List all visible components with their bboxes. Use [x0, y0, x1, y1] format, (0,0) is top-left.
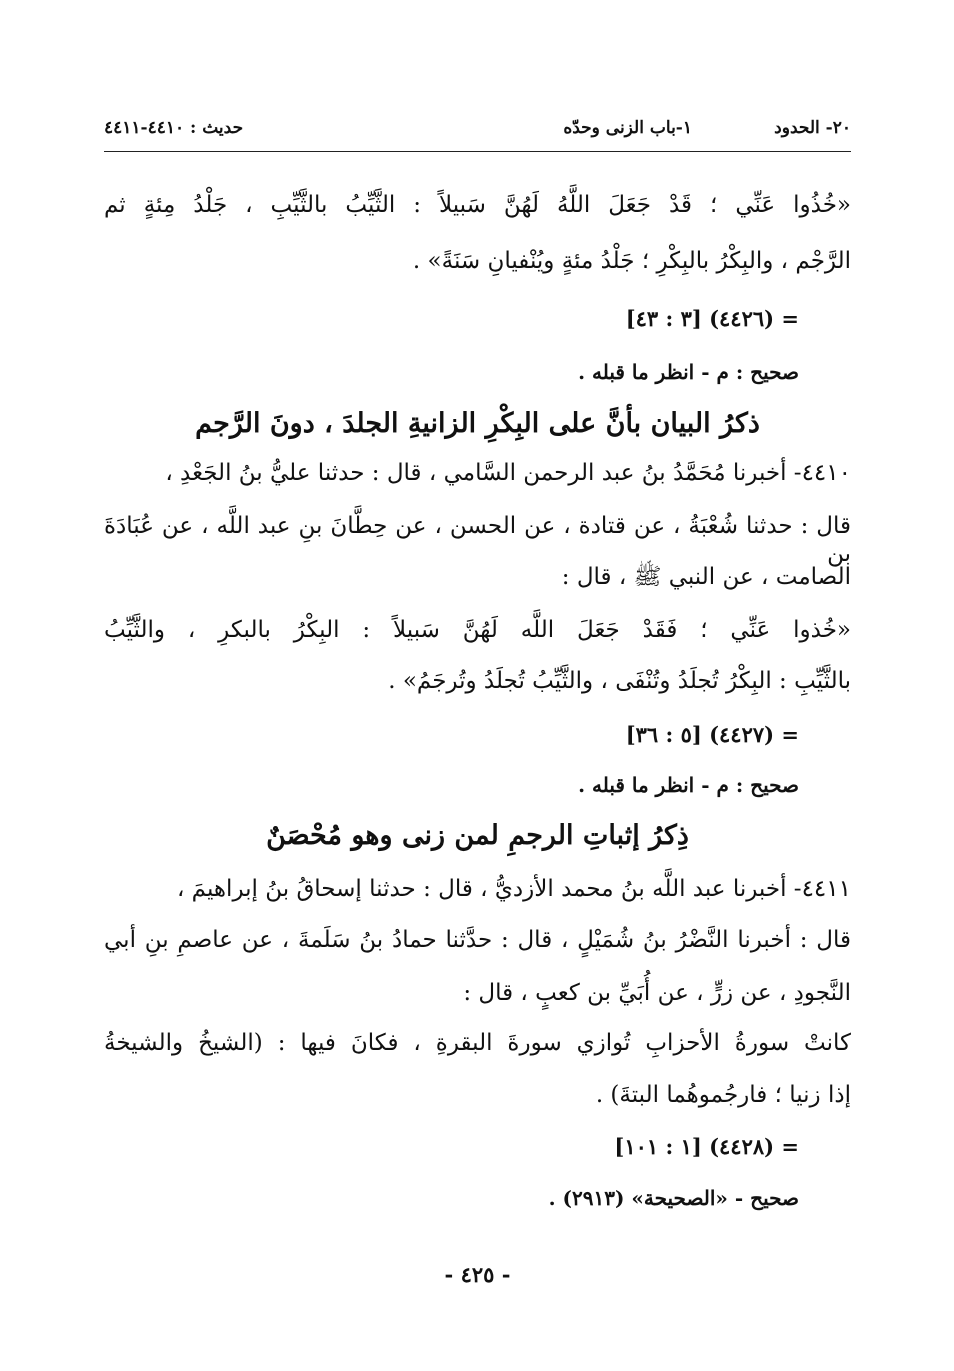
isnad-line: الصامت ، عن النبي ﷺ ، قال :: [561, 564, 851, 590]
grading-note: صحيح : م - انظر ما قبله .: [578, 360, 799, 384]
isnad-line: ٤٤١١- أخبرنا عبد اللَّه بنُ محمد الأزديُّ ، قال : حدثنا إسحاقُ بنُ إبراهيمَ ،: [176, 876, 851, 902]
header-book-title: ٢٠- الحدود: [774, 118, 851, 138]
quote-line: «خُذوا عَنِّي ؛ فَقَدْ جَعَلَ اللَّه لَهُنَّ سَبيلاً : البِكْرُ بالبكرِ ، والثَّيِّبُ: [104, 617, 851, 643]
isnad-line: قال : أخبرنا النَّضْرُ بنُ شُمَيْلٍ ، قال : حدَّثنا حمادُ بنُ سَلَمةَ ، عن عاصمِ بنِ أبي: [104, 927, 851, 953]
header-chapter-title: ١-باب الزنى وحدّه: [563, 118, 692, 138]
header-divider: [104, 151, 851, 152]
cross-reference: = (٤٤٢٨) [١ : ١٠١]: [614, 1134, 799, 1159]
page-number: - ٤٢٥ -: [444, 1262, 511, 1287]
cross-reference: = (٤٤٢٧) [٥ : ٣٦]: [625, 722, 799, 747]
cross-reference: = (٤٤٢٦) [٣ : ٤٣]: [625, 306, 799, 331]
quote-line: بالثَّيِّبِ : البِكْرُ تُجلَدُ وتُنْفَى ، والثَّيِّبُ تُجلَدُ وتُرجَمُ» .: [388, 668, 851, 694]
quote-line: الرَّجْم ، والبِكْرُ بالبِكْرِ ؛ جَلْدُ مئةٍ ويُنْفيانِ سَنَةً» .: [412, 248, 851, 274]
isnad-line: النَّجودِ ، عن زرٍّ ، عن أُبَيِّ بن كعبٍ ، قال :: [463, 980, 851, 1006]
isnad-line: قال : حدثنا شُعْبَةُ ، عن قتادة ، عن الحسن ، عن حِطَّانَ بنِ عبد اللَّه ، عن عُبَادَةَ بن: [104, 513, 851, 567]
header-hadith-range: حديث : ٤٤١٠-٤٤١١: [104, 118, 244, 138]
grading-note: صحيح : م - انظر ما قبله .: [578, 773, 799, 797]
quote-line: إذا زنيا ؛ فارجُموهُما البتةَ) .: [595, 1082, 851, 1108]
isnad-line: ٤٤١٠- أخبرنا مُحَمَّدُ بنُ عبد الرحمن السَّامي ، قال : حدثنا عليُّ بنُ الجَعْدِ ،: [165, 460, 851, 486]
section-heading: ذِكرُ إثباتِ الرجمِ لمن زنى وهو مُحْصَنٌ: [266, 820, 689, 851]
quote-line: كانتْ سورةُ الأحزابِ تُوازي سورةَ البقرةِ ، فكانَ فيها : (الشيخُ والشيخةُ: [104, 1030, 851, 1056]
quote-line: «خُذُوا عَنِّي ؛ قَدْ جَعَلَ اللَّهُ لَهُنَّ سَبيلاً : الثَّيِّبُ بالثَّيِّبِ ، جَلْدُ مِئةٍ ثم: [104, 192, 851, 218]
grading-note: صحيح - «الصحيحة» (٢٩١٣) .: [548, 1186, 799, 1210]
section-heading: ذكرُ البيان بأنَّ على البِكْرِ الزانيةِ الجلدَ ، دونَ الرَّجم: [195, 408, 760, 439]
